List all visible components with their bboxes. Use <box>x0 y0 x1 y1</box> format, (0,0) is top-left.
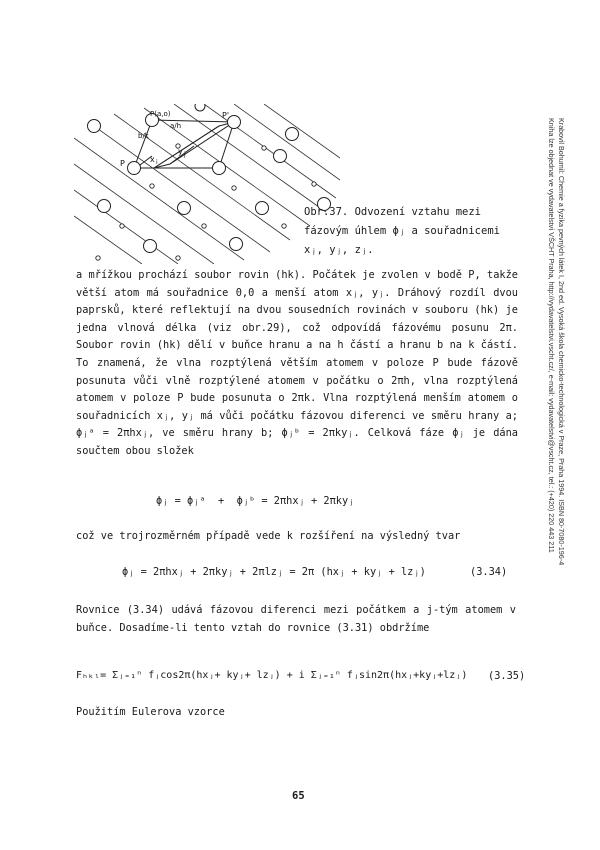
label-b-over-k: b/k <box>138 132 149 140</box>
label-x-j: x <box>150 155 155 164</box>
label-sub-j: j <box>184 151 186 158</box>
equation-number-3-35: (3.35) <box>488 670 526 682</box>
equation-phase-sum: ϕⱼ = ϕⱼᵃ + ϕⱼᵇ = 2πhxⱼ + 2πkyⱼ <box>156 495 355 507</box>
equation-number-3-34: (3.34) <box>470 566 508 578</box>
lattice-figure <box>74 104 340 264</box>
page-number: 65 <box>292 790 305 802</box>
side-note-line-1: Krabovil Bohumil: Chemie a fyzika pevných látek I, 2nd ed. Vysoká škola chemicko-technologická v Praze, Praha 1994. ISBN 80-7080-196-4 <box>557 118 566 566</box>
side-note-line-2: Kniha lze objednat ve vydavatelství VŠCHT Praha, http://vydavatelstvi.vscht.cz/, e-mail: vydavatelstvi@vscht.cz, tel.: (+420) 220 443 211 <box>547 118 557 553</box>
side-note-citation <box>528 118 566 758</box>
label-p-prime-top: P(a,o) <box>150 110 171 118</box>
figure-labels <box>120 110 229 168</box>
figure-caption: Obr.37. Odvození vztahu mezi fázovým úhlem ϕⱼ a souřadnicemi xⱼ, yⱼ, zⱼ. <box>304 206 500 256</box>
paragraph-4: Použitím Eulerova vzorce <box>76 706 225 718</box>
paragraph-1-text: a mřížkou prochází soubor rovin (hk). Počátek je zvolen v bodě P, takže větší atom má souřadnice 0,0 a menší atom xⱼ, yⱼ. Dráhový rozdíl dvou paprsků, které reflektují na dvou sousedních rovinách v souboru (hk) je jedna vlnová délka (viz obr.29), což odpovídá fázovému posunu 2π. Soubor rovin (hk) dělí v buňce hranu a na h částí a hranu b na k částí. To znamená, že vlna rozptýlená větším atomem v poloze P bude fázově posunuta vůči vlně rozptýlené atomem v počátku o 2πh, vlna rozptýlená atomem v poloze P bude posunuta o 2πk. Vlna rozptýlená menším atomem o souřadnicích xⱼ, yⱼ má vůči počátku fázovou diferenci ve směru hrany a; ϕⱼᵃ = 2πhxⱼ, ve směru hrany b; ϕⱼᵇ = 2πkyⱼ. Celková fáze ϕⱼ je dána součtem obou složek <box>76 269 518 457</box>
label-y-j: y <box>178 147 183 156</box>
unit-cell <box>134 120 234 168</box>
lattice-planes <box>74 104 340 264</box>
paragraph-3: Rovnice (3.34) udává fázovou diferenci mezi počátkem a j-tým atomem v buňce. Dosadíme-li tento vztah do rovnice (3.31) obdržíme <box>76 604 516 634</box>
label-p-prime-right: P' <box>222 111 230 120</box>
label-a-over-h: a/h <box>170 122 182 130</box>
label-sub-i: i <box>156 159 158 166</box>
label-p-origin: P <box>120 159 125 168</box>
large-atoms <box>88 104 331 253</box>
paragraph-1 <box>76 267 518 461</box>
equation-3-34: ϕⱼ = 2πhxⱼ + 2πkyⱼ + 2πlzⱼ = 2π (hxⱼ + kyⱼ + lzⱼ) <box>122 566 426 578</box>
paragraph-2: což ve trojrozměrném případě vede k rozšíření na výsledný tvar <box>76 530 461 542</box>
equation-3-35: Fₕₖₗ= Σⱼ₌₁ⁿ fⱼcos2π(hxⱼ+ kyⱼ+ lzⱼ) + i Σⱼ₌₁ⁿ fⱼsin2π(hxⱼ+kyⱼ+lzⱼ) <box>76 670 468 681</box>
